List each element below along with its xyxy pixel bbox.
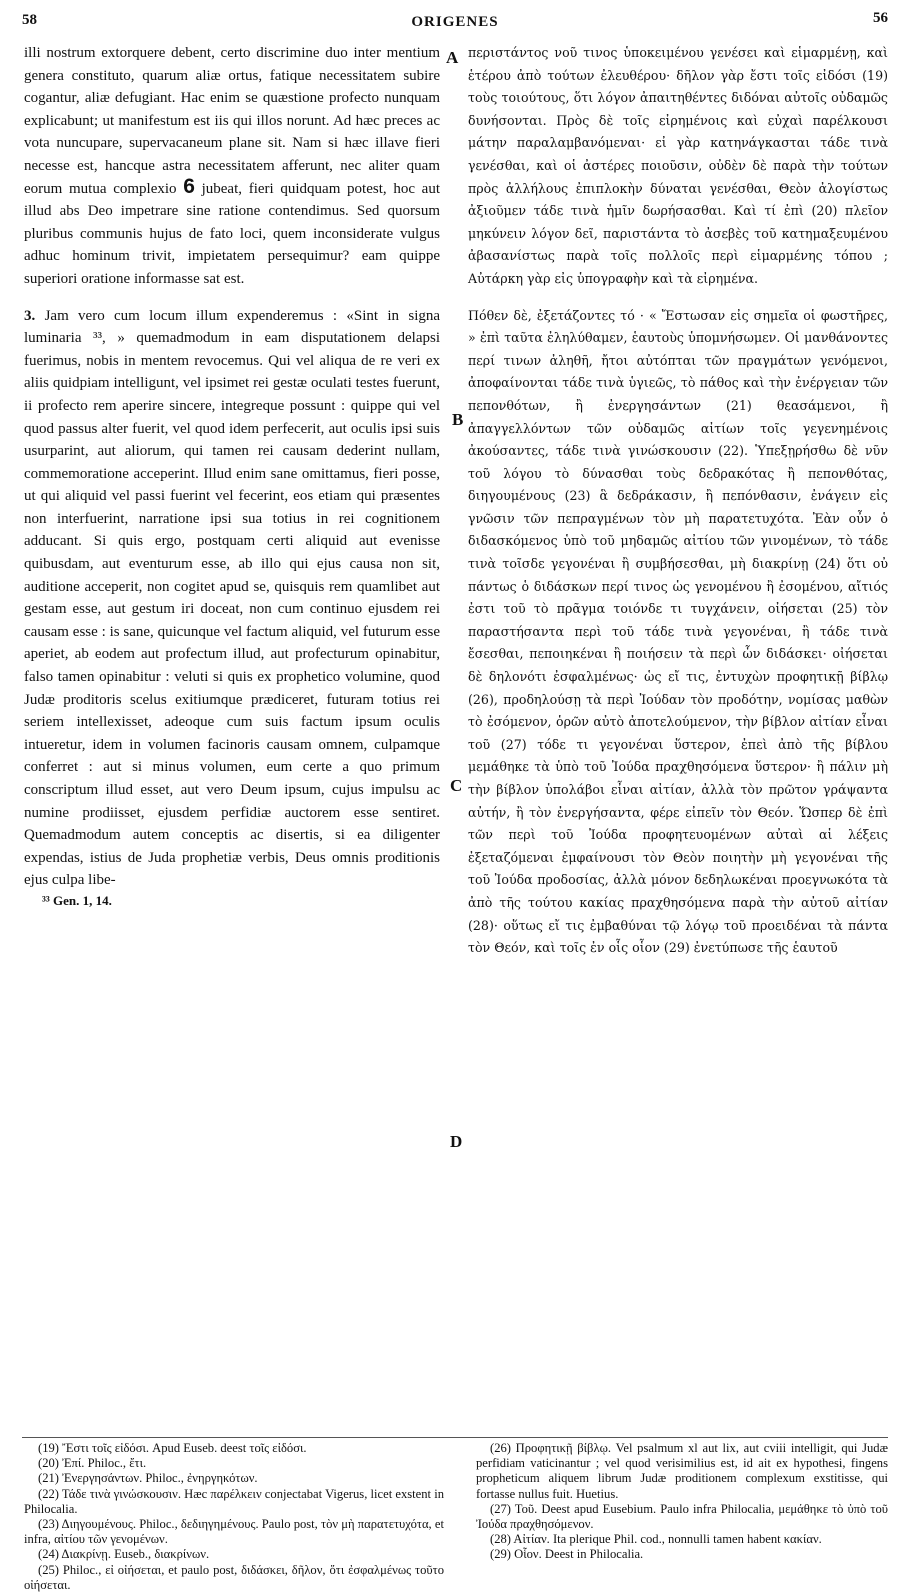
page-header	[22, 8, 888, 34]
greek-paragraph-1: περιστάντος νοῦ τινος ὑποκειμένου γενέσει καὶ εἱμαρμένῃ, καὶ ἑτέρου ἀπὸ τούτων ἐλευθέρου· δῆλον γὰρ ἔστι τοῖς εἰδόσι (19) τοὺς τοιούτους, ὅτι λόγον ἀπαιτηθέντες διδόναι αὐτοῖς οὐδαμῶς δυνήσονται. Πρὸς δὲ τοῖς εἰρημένοις καὶ εὐχαὶ παρέλκουσι μάτην παραλαμβανόμεναι· εἰ γὰρ κατηνάγκασται τάδε τινὰ γενέσθαι, καὶ οἱ ἀστέρες ποιοῦσιν, οὐδὲν δὲ παρὰ τὴν τούτων πρὸς ἀλλήλους ἐπιπλοκὴν δύναται γενέσθαι, Θεὸν ἀλογίστως ἀξιοῦμεν τάδε τινὰ ἡμῖν δωρήσασθαι. Καὶ τί ἐπὶ (20) πλεῖον μηκύνειν λόγον δεῖ, παριστάντα τὸ ἀσεβὲς τοῦ κατημαξευμένου ἀβασανίστως παρὰ τοῖς πολλοῖς περὶ εἱμαρμένης τόπου ; Αὐτάρκη γὰρ εἰς ὑπογραφὴν καὶ τὰ εἰρημένα.	[468, 45, 888, 286]
running-title: ORIGENES	[411, 14, 499, 30]
footnote: (21) Ἐνεργησάντων. Philoc., ἐνηργηκότων.	[38, 1471, 258, 1486]
greek-paragraph-2: Πόθεν δὲ, ἐξετάζοντες τό · « Ἔστωσαν εἰς σημεῖα οἱ φωστῆρες, » ἐπὶ ταῦτα ἐληλύθαμεν, ἑαυτοὺς ὑπομνήσωμεν. Οἱ μανθάνοντες περί τινων ἀληθῆ, ἤτοι αὐτόπται τῶν πραγμάτων γενόμενοι, ἀποφαίνονται τάδε τινὰ ὑγιεῶς, τὸ πάθος καὶ τὴν ἐνέργειαν τῶν πεπονθότων, ἢ ἐνεργησάντων (21) θεασάμενοι, ἢ ἀπαγγελλόντων τῶν οὐδαμῶς αἰτίων τοῖς γεγενημένοις ἀκούσαντες, τάδε τινὰ γινώσκουσιν (22). Ὑπεξῃρήσθω δὲ νῦν τοῦ λόγου τὸ δύνασθαι τοὺς δεδρακότας ἢ πεπονθότας, διηγουμένους (23) ἃ δεδράκασιν, ἢ πεπόνθασιν, ἐνάγειν εἰς γνῶσιν τῶν πεπραγμένων τὸν μὴ παρατετυχότα. Ἐὰν οὖν ὁ διδασκόμενος ὑπὸ τοῦ μηδαμῶς αἰτίου τῶν γινομένων, τὸ τάδε τινὰ τοῖσδε γεγονέναι ἢ συμβήσεσθαι, μὴ διακρίνῃ (24) ὅτι οὐ πάντως ὁ διδάσκων περί τινος ὡς γενομένου ἢ ἐσομένου, αἴτιός ἐστι τοῦ τὸ πρᾶγμα τοιόνδε τι τυγχάνειν, οἰήσεται (25) τὸν παραστήσαντα περὶ τοῦ τάδε τινὰ γεγονέναι, ἢ τάδε τινὰ ἔσεσθαι, πεποιηκέναι ἢ ποιήσειν τὰ περὶ ὧν διδάσκει· οἰήσεται δὲ δηλονότι ἐσφαλμένως· ὡς εἴ τις, ἐντυχὼν προφητικῇ βίβλῳ (26), προδηλούσῃ τὰ περὶ Ἰούδαν τὸν προδότην, νομίσας μαθὼν τὸ ἐσόμενον, ὁρῶν αὐτὸ ἀποτελούμενον, τὴν βίβλον αἰτίαν εἶναι τοῦ (27) τόδε τι γεγονέναι ὕστερον, ἐπεὶ ἀπὸ τῆς βίβλου μεμάθηκε τὰ ὑπὸ τοῦ Ἰούδα πραχθησόμενα ὕστερον· ἢ πάλιν μὴ τὴν βίβλον ὑπολάβοι εἶναι αἰτίαν, ἀλλὰ τὸν πρῶτον γράψαντα αὐτήν, ἢ τὸν ἐνεργήσαντα, φέρε εἰπεῖν τὸν Θεόν. Ὥσπερ δὲ ἐπὶ τῶν περὶ τοῦ Ἰούδα προφητευομένων αὐταὶ αἱ λέξεις ἐξεταζόμεναι ἐμφαίνουσι τὸν Θεὸν ποιητὴν μὴ γεγονέναι τῆς τοῦ Ἰούδα προδοσίας, ἀλλὰ μόνον δεδηλωκέναι προεγνωκότα τὰ ἀπὸ τῆς τούτου κακίας πραχθησόμενα παρὰ τὴν αὐτοῦ αἰτίαν (28)· οὕτως εἴ τις ἐμβαθύναι τῷ λόγῳ τοῦ προειδέναι τὰ πάντα τὸν Θεόν, καὶ τοῖς ἐν οἷς οἷον (29) ἐνετύπωσε τῆς ἑαυτοῦ	[468, 307, 888, 956]
page-number-right: 56	[873, 10, 888, 26]
margin-marker-d: D	[450, 1132, 463, 1151]
footnote: (22) Τάδε τινὰ γινώσκουσιν. Hæc παρέλκειν conjectabat Vigerus, licet exstent in Philocalia.	[24, 1486, 444, 1516]
column-marker-six: 6	[183, 174, 195, 198]
latin-paragraph-2: 3. Jam vero cum locum illum expenderemus : «Sint in signa luminaria ³³, » quemadmodum in eam disputationem delapsi fuerimus, nobis in mentem revocemus. Qui vel aliqua de re veri ex aliis quidpiam intelligunt, vel ipsimet rei gestæ oculati testes fuerunt, ii profecto rem aperire sincere, integreque possunt : quippe qui vel quod passus alter fuerit, vel quod idem perfecerit, aut oculis ipsi suis usurparint, aut aliorum, qui tamen rei causam dederint nullam, commemoratione acceperint. Illud enim sane omittamus, fieri posse, ut qui aliquid vel passi fuerint vel fecerint, eos etiam qui præsentes non interfuerint, narratione ipsi sua totius in rei cognitionem adducant. Si quis ergo, postquam certi aliquid aut evenisse quibusdam, aut eventurum esse, ab illo qui ejus causa non sit, auditione acceperit, non cogitet apud se, quisquis rem quamlibet aut gestam esse, aut gestum iri doceat, non cum continuo ejusdem rei causam esse : is sane, quicunque vel factum aliquid, vel futurum esse aperiet, ab eodem aut profectum illud, aut profecturum opinabitur, falso tamen opinabitur : veluti si quis ex prophetico volumine, quod Judæ proditoris scelus exitiumque prædiceret, futuram totius rei seriem intellexisset, adeoque cum suis factum ipsum oculis intueretur, idem in volumen facinoris causam omnem, culpamque conferret : aut si minus volumen, eum certe a quo primum conscriptum illud esset, aut vero Deum ipsum, cujus impulsu ac numine prodiisset, ejusdem perfidiæ auctorem esse sentiret. Quemadmodum autem conceptis ac disertis, si ea diligenter expendas, istius de Juda prophetiæ verbis, Deus omnis proditionis ejus culpa libe-	[24, 307, 441, 889]
footnotes-right	[476, 1441, 888, 1563]
greek-column	[468, 42, 888, 960]
scripture-reference: ³³ Gen. 1, 14.	[42, 892, 112, 908]
latin-paragraph-1: illi nostrum extorquere debent, certo discrimine duo inter mentium genera constituto, quarum aliæ ortus, fatique necessitatem subire cogantur, aliæ defugiant. Hac enim se quæstione profecto nunquam explicabunt; ut manifestum est iis qui illos norunt. Ad hæc preces ac vota nuncupare, supervacaneum plane sit. Nam si hæc illave fieri necesse est, hancque astra necessitatem afferunt, nec aliter quam eorum mutua complexio 6 jubeat, fieri quidquam potest, hoc aut illud abs Deo impetrare sine ratione contendimus. Sed quorsum pluribus communis hujus de fato loci, quem inconsiderate vulgus adhuc hominum trivit, impietatem persequimur? eam quippe superiori oratione informasse sat est.	[24, 45, 441, 287]
footnote: (20) Ἐπί. Philoc., ἔτι.	[38, 1456, 147, 1471]
margin-marker-b: B	[452, 410, 464, 429]
footnote: (28) Αἰτίαν. Ita plerique Phil. cod., nonnulli tamen habent κακίαν.	[490, 1532, 822, 1547]
footnotes-left	[24, 1441, 444, 1593]
footnote: (23) Διηγουμένους. Philoc., δεδιηγημένους. Paulo post, τὸν μὴ παρατετυχότα, et infra, αἰτίου τῶν γενομένων.	[24, 1517, 444, 1547]
section-number: 3.	[24, 307, 36, 324]
footnote-divider	[22, 1437, 888, 1438]
footnote: (29) Οἷον. Deest in Philocalia.	[490, 1547, 644, 1562]
page-number-left: 58	[22, 12, 37, 28]
footnote: (27) Τοῦ. Deest apud Eusebium. Paulo infra Philocalia, μεμάθηκε τὸ ὑπὸ τοῦ Ἰούδα πραχθησόμενον.	[476, 1501, 888, 1532]
footnote: (24) Διακρίνῃ. Euseb., διακρίνων.	[38, 1547, 210, 1562]
margin-marker-a: A	[446, 48, 459, 67]
footnote: (25) Philoc., εἰ οἰήσεται, et paulo post, διδάσκει, δῆλον, ὅτι ἐσφαλμένως τοῦτο οἰήσεται.	[24, 1562, 444, 1592]
margin-marker-c: C	[450, 776, 463, 795]
footnote: (19) Ἔστι τοῖς εἰδόσι. Apud Euseb. deest τοῖς εἰδόσι.	[38, 1441, 307, 1455]
latin-column	[24, 42, 440, 910]
footnote: (26) Προφητικῇ βίβλῳ. Vel psalmum xl aut lix, aut cviii intelligit, qui Judæ perfidiam vaticinantur ; vel quod verisimilius est, id ait ex hypothesi, fingens propheticum aliquem librum Judæ proditionem complexum exstitisse, qui fortasse nullus fuit. Huetius.	[476, 1441, 888, 1501]
